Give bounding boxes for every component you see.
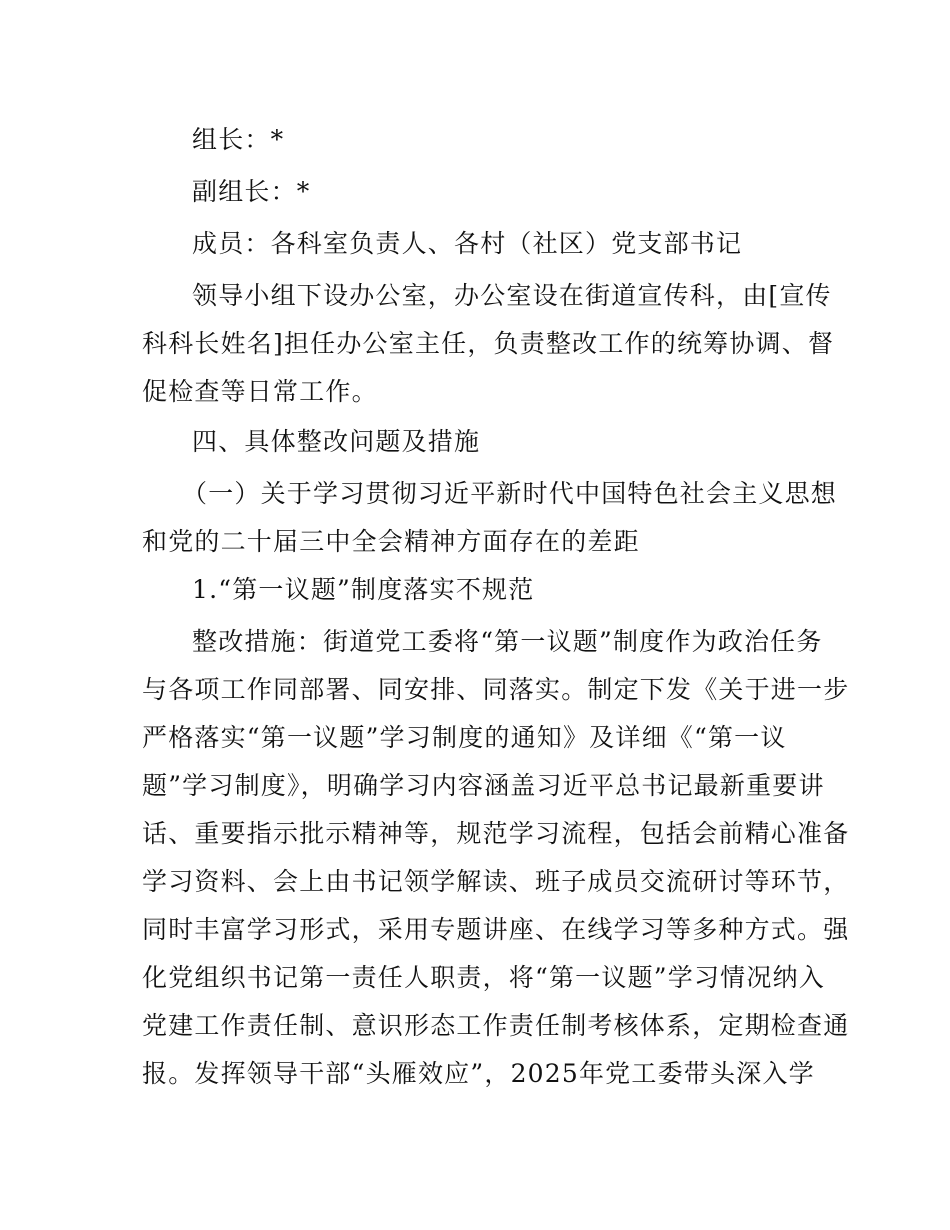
text-line: 话、重要指示批示精神等，规范学习流程，包括会前精心准备	[142, 819, 850, 848]
paragraph-measures	[142, 618, 850, 1146]
paragraph-office	[142, 272, 835, 416]
text-line: 报。发挥领导干部“头雁效应”，2025年党工委带头深入学	[142, 1059, 815, 1088]
text-line: 严格落实“第一议题”学习制度的通知》及详细《“第一议	[142, 723, 787, 752]
text-line: 成员：各科室负责人、各村（社区）党支部书记	[192, 229, 743, 258]
text-line: 题”学习制度》，明确学习内容涵盖习近平总书记最新重要讲	[142, 771, 825, 800]
text-line: 同时丰富学习形式，采用专题讲座、在线学习等多种方式。强	[142, 915, 850, 944]
text-line: 整改措施：街道党工委将“第一议题”制度作为政治任务	[192, 627, 823, 656]
paragraph-members	[142, 220, 810, 268]
text-line: 四、具体整改问题及措施	[192, 427, 481, 456]
text-line: 组长：*	[192, 125, 285, 154]
text-line: 促检查等日常工作。	[142, 377, 378, 406]
text-line: 与各项工作同部署、同安排、同落实。制定下发《关于进一步	[142, 675, 850, 704]
text-line: 学习资料、会上由书记领学解读、班子成员交流研讨等环节，	[142, 867, 850, 896]
text-line: 科科长姓名]担任办公室主任，负责整改工作的统筹协调、督	[142, 329, 835, 358]
section-heading	[142, 418, 810, 466]
text-line: 化党组织书记第一责任人职责，将“第一议题”学习情况纳入	[142, 963, 825, 992]
text-line: 副组长：*	[192, 177, 311, 206]
text-line: 领导小组下设办公室，办公室设在街道宣传科，由[宣传	[192, 281, 832, 310]
text-line: （一）关于学习贯彻习近平新时代中国特色社会主义思想	[182, 479, 838, 508]
subsection-heading	[142, 470, 838, 566]
text-line: 和党的二十届三中全会精神方面存在的差距	[142, 527, 640, 556]
text-line	[142, 1098, 810, 1146]
item-heading	[142, 566, 810, 614]
paragraph-deputy-leader	[142, 168, 810, 216]
text-line: 党建工作责任制、意识形态工作责任制考核体系，定期检查通	[142, 1011, 850, 1040]
paragraph-group-leader	[142, 116, 810, 164]
text-line: 1.“第一议题”制度落实不规范	[192, 575, 535, 604]
